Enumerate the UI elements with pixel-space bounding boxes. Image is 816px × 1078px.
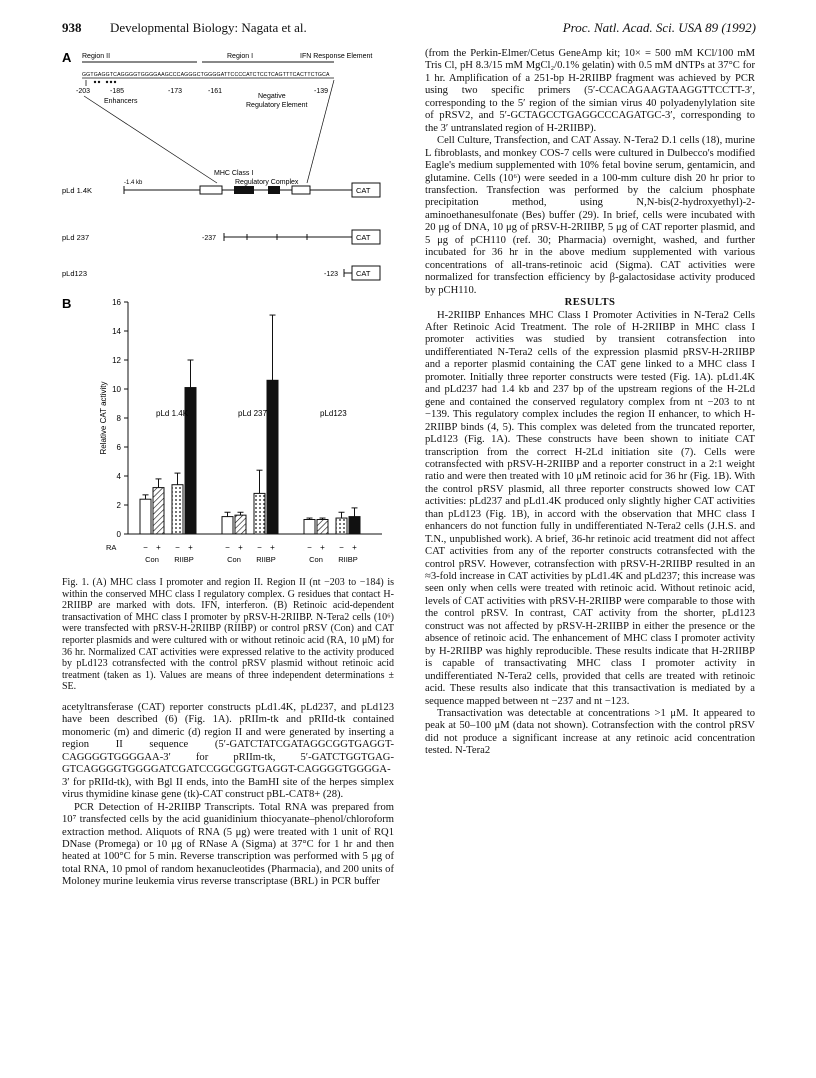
contact-dots xyxy=(94,81,116,83)
construct-label-237: pLd 237 xyxy=(62,233,90,242)
construct-label-14k: pLd 1.4K xyxy=(62,186,93,195)
figure-caption xyxy=(62,577,394,693)
panel-label-a: A xyxy=(62,50,72,65)
page-number: 938 xyxy=(62,20,82,35)
condition-label: Con xyxy=(309,555,323,564)
ra-sign-label: − xyxy=(339,543,344,552)
plot-area xyxy=(106,298,382,564)
coord-173: -173 xyxy=(168,88,183,95)
bar xyxy=(349,517,360,534)
bar xyxy=(254,493,265,534)
construct-label-123: pLd123 xyxy=(62,269,88,278)
bar xyxy=(140,499,151,534)
region-ii-label: Region II xyxy=(82,53,111,60)
group-label: pLd123 xyxy=(320,409,347,418)
coord-161: -161 xyxy=(208,88,223,95)
cat-label-2: CAT xyxy=(356,233,371,242)
ra-sign-label: + xyxy=(320,543,325,552)
mhc-class-i-label: MHC Class I xyxy=(214,170,254,177)
ra-sign-label: + xyxy=(188,543,193,552)
bar xyxy=(304,520,315,535)
y-tick-label: 0 xyxy=(116,530,121,539)
bar xyxy=(172,485,183,534)
methods-paragraph-4: Cell Culture, Transfection, and CAT Assay. N-Tera2 D.1 cells (18), murine L fibroblasts, and monkey COS-7 cells were cultured in Dulbecco's modified Eagle's medium supplemented with 10% fetal bovine serum, gentamicin, and glutamine. Cells (10⁶) were seeded in a 100-mm culture dish 20 hr prior to transfection. Transfection was performed by the calcium phosphate precipitation method, using N,N-bis(2-hydroxyethyl)-2-aminoethanesulfonate (Bes) buffer (29). In brief, cells were incubated with 20 μg of DNA, 10 μg of pRSV-H-2RIIBP, 5 μg of CAT reporter plasmid, and 5 μg of pCH110 (ref. 30; Pharmacia) overnight, washed, and further incubated for 36 hr in the above medium supplemented with various concentrations of all-trans-retinoic acid (Sigma). CAT activities were normalized for transfection efficiency by β-galactosidase activity produced by pCH110. xyxy=(425,135,755,296)
ra-sign-label: + xyxy=(156,543,161,552)
bar xyxy=(267,380,278,534)
ra-sign-label: − xyxy=(307,543,312,552)
coord-237: -237 xyxy=(202,235,217,242)
bar xyxy=(317,520,328,535)
methods-paragraph-1: acetyltransferase (CAT) reporter constructs pLd1.4K, pLd237, and pLd123 have been described (6) (Fig. 1A). pRIIm-tk and pRIId-tk contained monomeric (m) and dimeric (d) region II and were generated by inserting a region II sequence (5′-GATCTATCGATAGGCGGTGAGGT-CAGGGGTGGGGAA-3′ for pRIIm-tk, 5′-GATCTGGTGAG-GTCAGGGGTGGGGATCGATCCGGCGGTGAGGT-CAGGGGTGGGGA-3′ for pRIId-tk), with Bgl II ends, into the BamHI site of the herpes simplex virus thymidine kinase gene (tk)-CAT construct pBL-CAT8+ (28). xyxy=(62,702,394,801)
negative-label: Negative xyxy=(258,93,286,100)
y-tick-label: 2 xyxy=(116,501,121,510)
y-tick-label: 16 xyxy=(112,298,121,307)
running-header xyxy=(62,20,756,40)
ifn-label: IFN Response Element xyxy=(300,53,373,60)
kb-label: -1.4 kb xyxy=(124,180,143,186)
bar xyxy=(153,488,164,534)
journal-section: Developmental Biology: Nagata et al. xyxy=(110,20,307,35)
methods-paragraph-3: (from the Perkin-Elmer/Cetus GeneAmp kit; 10× = 500 mM KCl/100 mM Tris Cl, pH 8.3/15 mM MgCl₂/0.1% gelatin) with 0.5 mM dNTPs at 37°C for 1 hr. Amplification of a 251-bp H-2RIIBP fragment was achieved by PCR using two specific primers (5′-CCACAGAAGTAAGGTTCCTT-3′, corresponding to the 5′ region of the simian virus 40 polyadenylylation site of pRSV2, and 5′-GCTAGCCTGAGGCCCAGATGC-3′, corresponding to the 3′ untranslated region of H-2RIIBP). xyxy=(425,48,755,134)
condition-label: Con xyxy=(145,555,159,564)
region-sequence: GGTGAGGTCAGGGGTGGGGAAGCCCAGGGCTGGGGATTCCCCATCTCCTCAGTTTCACTTCTGCA xyxy=(82,72,330,78)
ra-sign-label: − xyxy=(143,543,148,552)
coord-139: -139 xyxy=(314,88,329,95)
ra-row-label: RA xyxy=(106,543,117,552)
group-label: pLd 1.4K xyxy=(156,409,189,418)
left-column-body xyxy=(62,702,394,889)
bar xyxy=(222,517,233,534)
results-paragraph-1: H-2RIIBP Enhances MHC Class I Promoter Activities in N-Tera2 Cells After Retinoic Acid Treatment. The role of H-2RIIBP in MHC class I promoter activities was studied by transient cotransfection into undifferentiated N-Tera2 cells of the expression plasmid pRSV-H-2RIIBP and a reporter plasmid containing the CAT gene linked to a MHC class I promoter. Initially three reporter constructs were tested (Fig. 1A). pLd1.4K and pLd237 had 1.4 kb and 237 bp of the upstream regions of the H-2Ld gene and contained the conserved regulatory complex from nt −203 to nt −139. This regulatory complex includes the region II enhancer, to which H-2RIIBP binds (4, 5). This complex was deleted from the truncated reporter, pLd123 (Fig. 1A). These constructs have been shown to initiate CAT transcription from the correct H-2Ld initiation site (7). Cells were cotransfected with pRSV-H-2RIIBP and a reporter construct in a 2:1 weight ratio and were then treated with 10 μM retinoic acid for 36 hr (Fig. 1B). With the control pRSV plasmid, all three reporter constructs showed low CAT activities: pLd237 and pLd1.4K produced only slightly higher CAT activities than pLd123 (Fig. 1B), in accord with the observation that MHC class I enhancers do not function fully in undifferentiated N-Tera2 cells (J.H.S. and T.N., unpublished work). A brief, 36-hr retinoic acid treatment did not affect CAT activities from any of the reporter constructs cotransfected with the control pRSV. However, cotransfection with pRSV-H-2RIIBP resulted in an ≈3-fold increase in CAT activities by pLd1.4K and pLd237; this increase was seen only when cells were treated with retinoic acid. Without retinoic acid, levels of CAT activities with pRSV-H-2RIIBP were comparable to those with the control pRSV. In contrast, CAT activity from the shorter, pLd123 construct was not affected by pRSV-H-2RIIBP in either the presence or the absence of retinoic acid. The enhancement of MHC class I promoter activity by H-2RIIBP was highly reproducible. These results indicate that H-2RIIBP is capable of transactivating MHC class I promoter activity in undifferentiated N-Tera2 cells, provided that cells are treated with retinoic acid. These results also indicate that this transactivation is mediated by a sequence mapped between nt −237 and nt −123. xyxy=(425,309,755,707)
results-heading: RESULTS xyxy=(564,297,616,309)
caption-text: Fig. 1. (A) MHC class I promoter and region II. Region II (nt −203 to −184) is within the conserved MHC class I regulatory complex. G residues that contact H-2RIIBP are marked with dots. IFN, interferon. (B) Retinoic acid-dependent transactivation of MHC class I promoter by pRSV-H-2RIIBP. N-Tera2 cells (10⁶) were transfected with pRSV-H-2RIIBP (RIIBP) or control pRSV (Con) and CAT reporter plasmids and were cultured with or without retinoic acid (RA, 10 μM) for 36 hr. Normalized CAT activities were expressed relative to the activity produced by pLd123 cotransfected with the control pRSV plasmid without retinoic acid treatment (taken as 1). Values are means of three independent determinations ± SE. xyxy=(62,577,394,693)
ra-sign-label: − xyxy=(225,543,230,552)
coord-123: -123 xyxy=(324,271,339,278)
cat-label-3: CAT xyxy=(356,269,371,278)
regulatory-element-label: Regulatory Element xyxy=(246,102,308,109)
ra-sign-label: − xyxy=(257,543,262,552)
y-tick-label: 14 xyxy=(112,327,121,336)
enhancers-label: Enhancers xyxy=(104,98,138,105)
methods-paragraph-2: PCR Detection of H-2RIIBP Transcripts. Total RNA was prepared from 10⁷ transfected cells by the acid guanidinium thiocyanate–phenol/chloroform extraction method. Aliquots of RNA (5 μg) were treated with 1 unit of RQ1 DNase (Promega) or 10 μg of RNase A (Sigma) at 37°C for 1 hr and then heated at 100°C for 5 min. Reverse transcription was performed with 5 μg of total RNA, 10 pmol of random hexanucleotides (Pharmacia), and 200 units of Moloney murine leukemia virus reverse transcriptase (BRL) in PCR buffer xyxy=(62,801,394,888)
coord-203: -203 xyxy=(76,88,91,95)
condition-label: RIIBP xyxy=(256,555,276,564)
bar xyxy=(336,518,347,534)
y-axis-label: Relative CAT activity xyxy=(99,381,108,455)
condition-label: RIIBP xyxy=(174,555,194,564)
ra-sign-label: + xyxy=(270,543,275,552)
figure-1b-chart xyxy=(62,294,394,570)
regulatory-complex-label: Regulatory Complex xyxy=(235,179,299,186)
ra-sign-label: + xyxy=(238,543,243,552)
y-tick-label: 6 xyxy=(116,443,121,452)
condition-label: RIIBP xyxy=(338,555,358,564)
coord-185: -185 xyxy=(110,88,125,95)
figure-1a xyxy=(62,48,402,298)
y-tick-label: 4 xyxy=(116,472,121,481)
y-tick-label: 8 xyxy=(116,414,121,423)
journal-reference: Proc. Natl. Acad. Sci. USA 89 (1992) xyxy=(562,20,756,35)
results-paragraph-2: Transactivation was detectable at concentrations >1 μM. It appeared to peak at 50–100 μM (data not shown). Cotransfection with the control pRSV did not produce a significant increase at any retinoic acid concentration tested. N-Tera2 xyxy=(425,708,755,757)
ra-sign-label: − xyxy=(175,543,180,552)
group-label: pLd 237 xyxy=(238,409,267,418)
cat-label-1: CAT xyxy=(356,186,371,195)
ra-sign-label: + xyxy=(352,543,357,552)
right-column-body xyxy=(425,48,755,758)
condition-label: Con xyxy=(227,555,241,564)
panel-label-b: B xyxy=(62,296,72,311)
y-tick-label: 12 xyxy=(112,356,121,365)
y-tick-label: 10 xyxy=(112,385,121,394)
region-i-label: Region I xyxy=(227,53,254,60)
bar xyxy=(235,515,246,534)
